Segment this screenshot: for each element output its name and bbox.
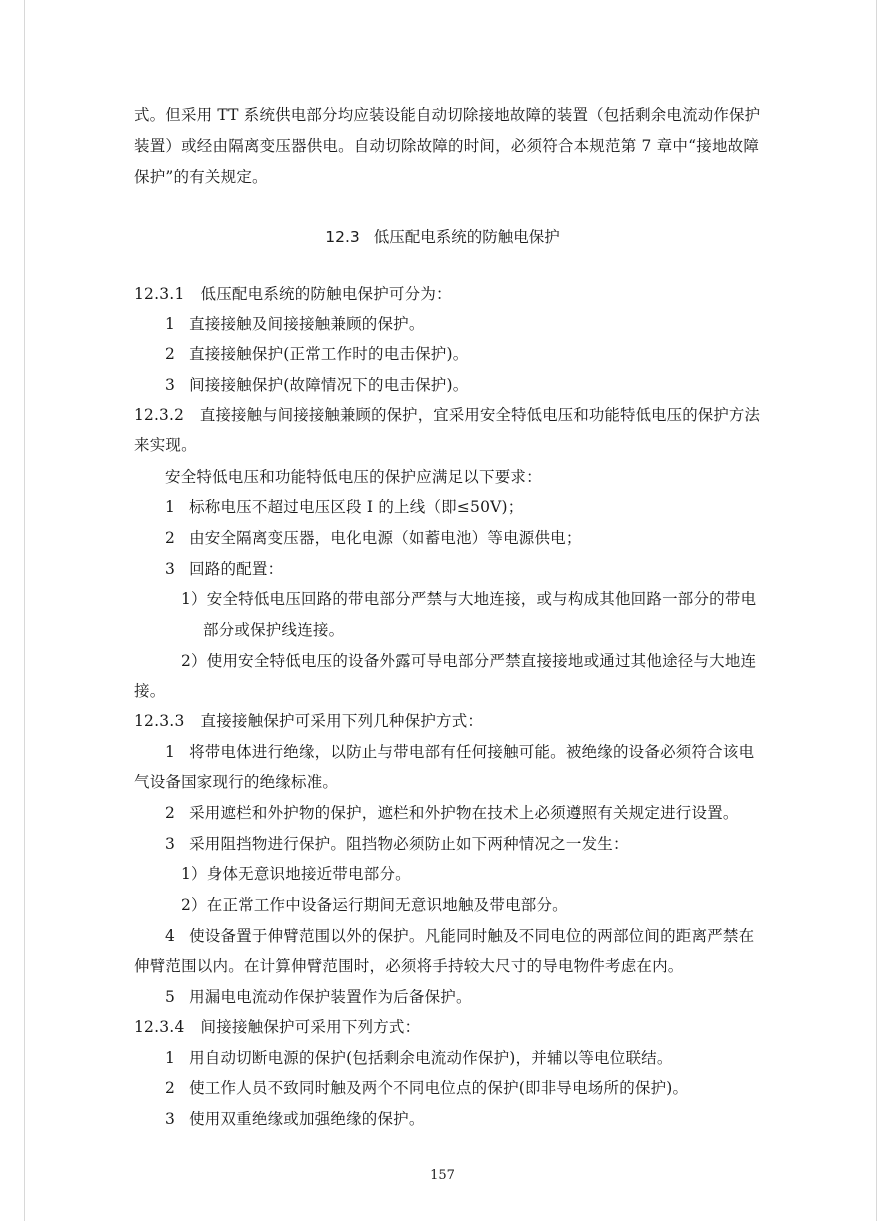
item-number: 1 (165, 743, 176, 761)
item-text: 间接接触保护(故障情况下的电击保护)。 (189, 376, 469, 394)
clause-12-3-3 (134, 711, 483, 731)
sub-item-continuation: 部分或保护线连接。 (203, 621, 345, 639)
clause-text: 低压配电系统的防触电保护可分为： (200, 285, 452, 303)
intro-line-3: 保护”的有关规定。 (134, 168, 268, 186)
item-number: 1 (165, 498, 176, 516)
sub-item: 2）在正常工作中设备运行期间无意识地触及带电部分。 (181, 896, 568, 914)
item-text: 用自动切断电源的保护(包括剩余电流动作保护)，并辅以等电位联结。 (189, 1049, 673, 1067)
item-number: 4 (165, 927, 176, 945)
clause-12-3-4 (134, 1017, 420, 1037)
section-heading (0, 227, 885, 247)
list-item (165, 1048, 673, 1068)
page-number: 157 (430, 1168, 455, 1183)
item-text: 使工作人员不致同时触及两个不同电位点的保护(即非导电场所的保护)。 (189, 1079, 689, 1097)
item-text: 采用阻挡物进行保护。阻挡物必须防止如下两种情况之一发生： (189, 835, 629, 853)
item-text: 将带电体进行绝缘，以防止与带电部有任何接触可能。被绝缘的设备必须符合该电 (189, 743, 755, 761)
item-text: 由安全隔离变压器，电化电源（如蓄电池）等电源供电； (189, 529, 582, 547)
clause-number: 12.3.1 (134, 285, 185, 303)
item-text: 直接接触保护(正常工作时的电击保护)。 (189, 345, 469, 363)
clause-text: 间接接触保护可采用下列方式： (200, 1018, 421, 1036)
item-continuation: 气设备国家现行的绝缘标准。 (134, 773, 339, 791)
clause-12-3-2 (134, 405, 760, 425)
item-text: 采用遮栏和外护物的保护，遮栏和外护物在技术上必须遵照有关规定进行设置。 (189, 804, 739, 822)
intro-line-2: 装置）或经由隔离变压器供电。自动切除故障的时间，必须符合本规范第 7 章中“接地故障 (134, 137, 760, 155)
clause-number: 12.3.2 (134, 406, 185, 424)
item-number: 1 (165, 1049, 176, 1067)
list-item (165, 1078, 688, 1098)
item-number: 3 (165, 560, 176, 578)
list-item (165, 987, 472, 1007)
item-number: 2 (165, 345, 176, 363)
list-item (165, 497, 524, 517)
sub-item-continuation: 接。 (134, 682, 166, 700)
list-item (165, 803, 739, 823)
item-text: 直接接触及间接接触兼顾的保护。 (189, 315, 425, 333)
section-number: 12.3 (325, 228, 360, 246)
sub-item: 2）使用安全特低电压的设备外露可导电部分严禁直接接地或通过其他途径与大地连 (181, 652, 757, 670)
list-item (165, 559, 283, 579)
list-item (165, 742, 754, 762)
list-item (165, 1109, 425, 1129)
item-text: 回路的配置： (189, 560, 284, 578)
sub-item: 1）身体无意识地接近带电部分。 (181, 865, 411, 883)
list-item (165, 375, 468, 395)
clause-number: 12.3.4 (134, 1018, 185, 1036)
item-number: 3 (165, 1110, 176, 1128)
item-text: 用漏电电流动作保护装置作为后备保护。 (189, 988, 472, 1006)
item-number: 3 (165, 376, 176, 394)
clause-12-3-1 (134, 284, 452, 304)
section-title: 低压配电系统的防触电保护 (373, 228, 560, 246)
clause-text: 直接接触保护可采用下列几种保护方式： (200, 712, 484, 730)
paragraph: 安全特低电压和功能特低电压的保护应满足以下要求： (165, 468, 542, 486)
list-item (165, 834, 629, 854)
item-number: 2 (165, 529, 176, 547)
left-page-edge (24, 0, 25, 1221)
list-item (165, 528, 582, 548)
clause-continuation: 来实现。 (134, 436, 197, 454)
item-text: 标称电压不超过电压区段 I 的上线（即≤50V)； (189, 498, 524, 516)
sub-item: 1）安全特低电压回路的带电部分严禁与大地连接，或与构成其他回路一部分的带电 (181, 590, 757, 608)
clause-number: 12.3.3 (134, 712, 185, 730)
item-number: 5 (165, 988, 176, 1006)
intro-line-1: 式。但采用 TT 系统供电部分均应装设能自动切除接地故障的装置（包括剩余电流动作保护 (134, 106, 761, 124)
list-item (165, 344, 468, 364)
item-continuation: 伸臂范围以内。在计算伸臂范围时，必须将手持较大尺寸的导电物件考虑在内。 (134, 957, 684, 975)
clause-text: 直接接触与间接接触兼顾的保护，宜采用安全特低电压和功能特低电压的保护方法 (199, 406, 761, 424)
list-item (165, 314, 425, 334)
item-number: 1 (165, 315, 176, 333)
item-number: 2 (165, 1079, 176, 1097)
list-item (165, 926, 754, 946)
item-number: 3 (165, 835, 176, 853)
right-page-edge (876, 0, 877, 1221)
item-number: 2 (165, 804, 176, 822)
item-text: 使设备置于伸臂范围以外的保护。凡能同时触及不同电位的两部位间的距离严禁在 (189, 927, 755, 945)
item-text: 使用双重绝缘或加强绝缘的保护。 (189, 1110, 425, 1128)
